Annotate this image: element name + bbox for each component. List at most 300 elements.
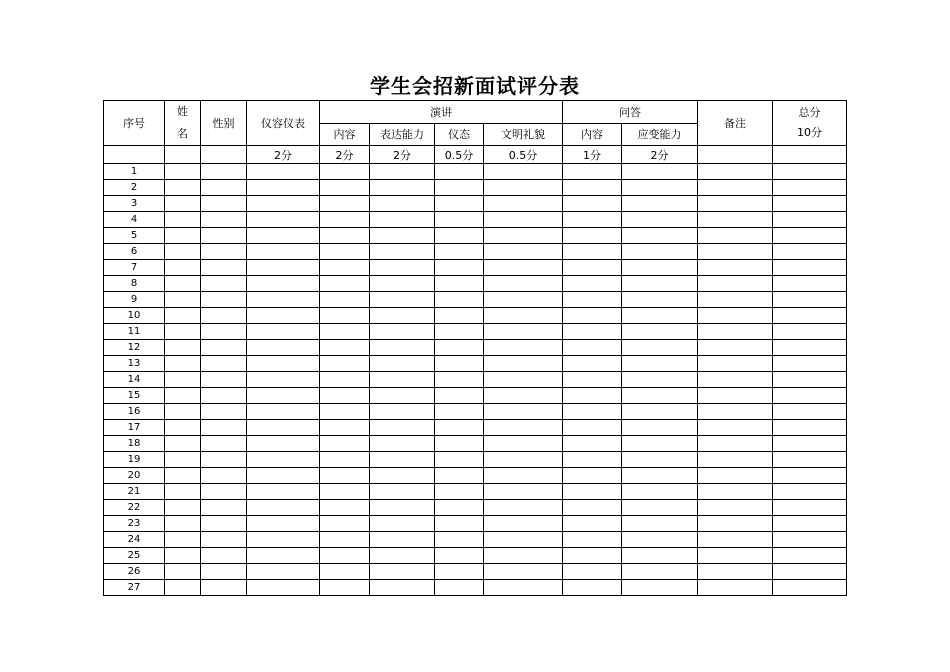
weight-seq-cell xyxy=(104,146,165,164)
row-number: 11 xyxy=(104,324,165,340)
speech-content-cell xyxy=(320,276,370,292)
appearance-cell xyxy=(247,260,320,276)
speech-manners-cell xyxy=(484,404,563,420)
speech-manners-cell xyxy=(484,340,563,356)
table-row xyxy=(104,516,847,532)
qa-content-cell xyxy=(563,372,622,388)
speech-posture-cell xyxy=(435,468,484,484)
qa-content-cell xyxy=(563,500,622,516)
name-cell xyxy=(165,228,201,244)
speech-content-cell xyxy=(320,516,370,532)
qa-adaptability-cell xyxy=(622,436,698,452)
qa-content-cell xyxy=(563,228,622,244)
table-row xyxy=(104,404,847,420)
total-cell xyxy=(773,180,847,196)
qa-adaptability-cell xyxy=(622,196,698,212)
remarks-cell xyxy=(698,196,773,212)
speech-content-cell xyxy=(320,212,370,228)
qa-content-cell xyxy=(563,484,622,500)
speech-content-cell xyxy=(320,164,370,180)
speech-manners-cell xyxy=(484,500,563,516)
speech-manners-cell xyxy=(484,564,563,580)
speech-content-cell xyxy=(320,580,370,596)
row-number: 16 xyxy=(104,404,165,420)
name-cell xyxy=(165,324,201,340)
speech-expression-cell xyxy=(370,276,435,292)
speech-manners-cell xyxy=(484,260,563,276)
gender-cell xyxy=(201,420,247,436)
total-cell xyxy=(773,404,847,420)
row-number: 6 xyxy=(104,244,165,260)
table-row xyxy=(104,340,847,356)
speech-manners-cell xyxy=(484,308,563,324)
appearance-cell xyxy=(247,180,320,196)
speech-manners-cell xyxy=(484,372,563,388)
qa-content-cell xyxy=(563,452,622,468)
table-row xyxy=(104,580,847,596)
row-number: 24 xyxy=(104,532,165,548)
weight-remarks-cell xyxy=(698,146,773,164)
speech-content-cell xyxy=(320,292,370,308)
table-row xyxy=(104,308,847,324)
total-cell xyxy=(773,548,847,564)
total-cell xyxy=(773,372,847,388)
appearance-cell xyxy=(247,308,320,324)
name-cell xyxy=(165,452,201,468)
speech-manners-cell xyxy=(484,388,563,404)
weight-qa-adaptability: 2分 xyxy=(622,146,698,164)
name-cell xyxy=(165,468,201,484)
total-cell xyxy=(773,244,847,260)
speech-content-cell xyxy=(320,324,370,340)
speech-manners-cell xyxy=(484,180,563,196)
qa-adaptability-cell xyxy=(622,372,698,388)
qa-content-cell xyxy=(563,164,622,180)
remarks-cell xyxy=(698,164,773,180)
speech-posture-cell xyxy=(435,500,484,516)
name-cell xyxy=(165,180,201,196)
speech-manners-cell xyxy=(484,468,563,484)
name-cell xyxy=(165,420,201,436)
total-cell xyxy=(773,420,847,436)
gender-cell xyxy=(201,516,247,532)
total-cell xyxy=(773,292,847,308)
remarks-cell xyxy=(698,260,773,276)
header-speech-manners: 文明礼貌 xyxy=(484,123,563,146)
table-row xyxy=(104,164,847,180)
appearance-cell xyxy=(247,164,320,180)
speech-content-cell xyxy=(320,468,370,484)
gender-cell xyxy=(201,372,247,388)
table-row xyxy=(104,532,847,548)
qa-adaptability-cell xyxy=(622,404,698,420)
qa-content-cell xyxy=(563,564,622,580)
qa-content-cell xyxy=(563,340,622,356)
speech-posture-cell xyxy=(435,564,484,580)
total-cell xyxy=(773,436,847,452)
speech-content-cell xyxy=(320,356,370,372)
appearance-cell xyxy=(247,532,320,548)
table-row xyxy=(104,484,847,500)
qa-content-cell xyxy=(563,292,622,308)
appearance-cell xyxy=(247,276,320,292)
name-cell xyxy=(165,212,201,228)
row-number: 20 xyxy=(104,468,165,484)
appearance-cell xyxy=(247,452,320,468)
table-row xyxy=(104,180,847,196)
speech-content-cell xyxy=(320,228,370,244)
name-cell xyxy=(165,372,201,388)
gender-cell xyxy=(201,276,247,292)
total-cell xyxy=(773,340,847,356)
remarks-cell xyxy=(698,548,773,564)
table-row xyxy=(104,468,847,484)
qa-adaptability-cell xyxy=(622,180,698,196)
speech-manners-cell xyxy=(484,580,563,596)
row-number: 17 xyxy=(104,420,165,436)
score-weight-row xyxy=(104,146,847,164)
header-qa: 问答 xyxy=(563,101,698,124)
remarks-cell xyxy=(698,180,773,196)
row-number: 18 xyxy=(104,436,165,452)
qa-adaptability-cell xyxy=(622,244,698,260)
qa-adaptability-cell xyxy=(622,420,698,436)
qa-content-cell xyxy=(563,212,622,228)
qa-content-cell xyxy=(563,308,622,324)
qa-content-cell xyxy=(563,516,622,532)
header-gender: 性别 xyxy=(201,101,247,146)
speech-posture-cell xyxy=(435,356,484,372)
remarks-cell xyxy=(698,340,773,356)
table-row xyxy=(104,436,847,452)
table-row xyxy=(104,292,847,308)
speech-content-cell xyxy=(320,452,370,468)
weight-name-cell xyxy=(165,146,201,164)
remarks-cell xyxy=(698,452,773,468)
row-number: 23 xyxy=(104,516,165,532)
row-number: 27 xyxy=(104,580,165,596)
speech-manners-cell xyxy=(484,532,563,548)
speech-posture-cell xyxy=(435,532,484,548)
header-qa-adaptability: 应变能力 xyxy=(622,123,698,146)
speech-content-cell xyxy=(320,372,370,388)
remarks-cell xyxy=(698,308,773,324)
appearance-cell xyxy=(247,292,320,308)
row-number: 19 xyxy=(104,452,165,468)
speech-posture-cell xyxy=(435,212,484,228)
header-speech-content: 内容 xyxy=(320,123,370,146)
row-number: 4 xyxy=(104,212,165,228)
speech-content-cell xyxy=(320,500,370,516)
table-row xyxy=(104,372,847,388)
speech-expression-cell xyxy=(370,420,435,436)
appearance-cell xyxy=(247,228,320,244)
speech-manners-cell xyxy=(484,452,563,468)
total-cell xyxy=(773,324,847,340)
qa-adaptability-cell xyxy=(622,580,698,596)
row-number: 1 xyxy=(104,164,165,180)
gender-cell xyxy=(201,452,247,468)
qa-content-cell xyxy=(563,356,622,372)
appearance-cell xyxy=(247,500,320,516)
name-cell xyxy=(165,356,201,372)
total-cell xyxy=(773,532,847,548)
appearance-cell xyxy=(247,212,320,228)
appearance-cell xyxy=(247,196,320,212)
qa-adaptability-cell xyxy=(622,564,698,580)
speech-expression-cell xyxy=(370,324,435,340)
gender-cell xyxy=(201,308,247,324)
weight-total-cell xyxy=(773,146,847,164)
total-cell xyxy=(773,516,847,532)
speech-expression-cell xyxy=(370,244,435,260)
qa-content-cell xyxy=(563,580,622,596)
speech-expression-cell xyxy=(370,516,435,532)
gender-cell xyxy=(201,340,247,356)
speech-manners-cell xyxy=(484,436,563,452)
speech-posture-cell xyxy=(435,484,484,500)
remarks-cell xyxy=(698,228,773,244)
weight-speech-expression: 2分 xyxy=(370,146,435,164)
appearance-cell xyxy=(247,340,320,356)
speech-expression-cell xyxy=(370,196,435,212)
remarks-cell xyxy=(698,356,773,372)
speech-manners-cell xyxy=(484,420,563,436)
speech-content-cell xyxy=(320,420,370,436)
weight-gender-cell xyxy=(201,146,247,164)
speech-manners-cell xyxy=(484,548,563,564)
speech-content-cell xyxy=(320,180,370,196)
speech-expression-cell xyxy=(370,532,435,548)
remarks-cell xyxy=(698,276,773,292)
remarks-cell xyxy=(698,404,773,420)
total-cell xyxy=(773,308,847,324)
table-row xyxy=(104,276,847,292)
name-cell xyxy=(165,532,201,548)
remarks-cell xyxy=(698,212,773,228)
speech-posture-cell xyxy=(435,276,484,292)
speech-posture-cell xyxy=(435,516,484,532)
qa-adaptability-cell xyxy=(622,308,698,324)
name-cell xyxy=(165,580,201,596)
row-number: 5 xyxy=(104,228,165,244)
page-title: 学生会招新面试评分表 xyxy=(370,74,580,98)
qa-content-cell xyxy=(563,276,622,292)
total-cell xyxy=(773,212,847,228)
qa-adaptability-cell xyxy=(622,452,698,468)
weight-speech-posture: 0.5分 xyxy=(435,146,484,164)
appearance-cell xyxy=(247,372,320,388)
appearance-cell xyxy=(247,420,320,436)
table-row xyxy=(104,324,847,340)
total-cell xyxy=(773,260,847,276)
speech-manners-cell xyxy=(484,324,563,340)
speech-content-cell xyxy=(320,340,370,356)
gender-cell xyxy=(201,196,247,212)
gender-cell xyxy=(201,260,247,276)
speech-expression-cell xyxy=(370,228,435,244)
row-number: 15 xyxy=(104,388,165,404)
gender-cell xyxy=(201,356,247,372)
table-row xyxy=(104,388,847,404)
speech-posture-cell xyxy=(435,180,484,196)
speech-content-cell xyxy=(320,308,370,324)
speech-expression-cell xyxy=(370,564,435,580)
header-row-1 xyxy=(104,101,847,124)
qa-adaptability-cell xyxy=(622,324,698,340)
speech-expression-cell xyxy=(370,468,435,484)
gender-cell xyxy=(201,212,247,228)
qa-adaptability-cell xyxy=(622,260,698,276)
remarks-cell xyxy=(698,580,773,596)
row-number: 25 xyxy=(104,548,165,564)
row-number: 9 xyxy=(104,292,165,308)
speech-posture-cell xyxy=(435,324,484,340)
speech-manners-cell xyxy=(484,516,563,532)
speech-posture-cell xyxy=(435,292,484,308)
qa-content-cell xyxy=(563,548,622,564)
speech-expression-cell xyxy=(370,548,435,564)
appearance-cell xyxy=(247,580,320,596)
speech-expression-cell xyxy=(370,292,435,308)
speech-posture-cell xyxy=(435,308,484,324)
gender-cell xyxy=(201,404,247,420)
qa-adaptability-cell xyxy=(622,548,698,564)
total-cell xyxy=(773,468,847,484)
gender-cell xyxy=(201,324,247,340)
speech-posture-cell xyxy=(435,548,484,564)
remarks-cell xyxy=(698,420,773,436)
appearance-cell xyxy=(247,388,320,404)
appearance-cell xyxy=(247,516,320,532)
weight-appearance: 2分 xyxy=(247,146,320,164)
gender-cell xyxy=(201,180,247,196)
table-row xyxy=(104,500,847,516)
speech-manners-cell xyxy=(484,356,563,372)
speech-expression-cell xyxy=(370,212,435,228)
row-number: 10 xyxy=(104,308,165,324)
total-cell xyxy=(773,500,847,516)
name-cell xyxy=(165,196,201,212)
name-cell xyxy=(165,516,201,532)
row-number: 12 xyxy=(104,340,165,356)
header-seq: 序号 xyxy=(104,101,165,146)
remarks-cell xyxy=(698,516,773,532)
row-number: 14 xyxy=(104,372,165,388)
qa-content-cell xyxy=(563,388,622,404)
speech-posture-cell xyxy=(435,404,484,420)
qa-content-cell xyxy=(563,436,622,452)
gender-cell xyxy=(201,388,247,404)
name-cell xyxy=(165,548,201,564)
speech-posture-cell xyxy=(435,436,484,452)
speech-posture-cell xyxy=(435,164,484,180)
speech-manners-cell xyxy=(484,292,563,308)
speech-content-cell xyxy=(320,564,370,580)
speech-posture-cell xyxy=(435,388,484,404)
total-cell xyxy=(773,356,847,372)
total-cell xyxy=(773,164,847,180)
name-cell xyxy=(165,484,201,500)
row-number: 2 xyxy=(104,180,165,196)
total-cell xyxy=(773,196,847,212)
name-cell xyxy=(165,276,201,292)
total-cell xyxy=(773,564,847,580)
appearance-cell xyxy=(247,548,320,564)
header-name-line2: 名 xyxy=(177,127,188,140)
speech-expression-cell xyxy=(370,356,435,372)
total-cell xyxy=(773,388,847,404)
gender-cell xyxy=(201,468,247,484)
speech-manners-cell xyxy=(484,212,563,228)
speech-expression-cell xyxy=(370,452,435,468)
header-appearance: 仪容仪表 xyxy=(247,101,320,146)
total-cell xyxy=(773,228,847,244)
name-cell xyxy=(165,404,201,420)
speech-manners-cell xyxy=(484,244,563,260)
name-cell xyxy=(165,292,201,308)
gender-cell xyxy=(201,292,247,308)
header-speech: 演讲 xyxy=(320,101,563,124)
speech-expression-cell xyxy=(370,580,435,596)
total-cell xyxy=(773,452,847,468)
name-cell xyxy=(165,436,201,452)
row-number: 26 xyxy=(104,564,165,580)
speech-content-cell xyxy=(320,196,370,212)
name-cell xyxy=(165,260,201,276)
remarks-cell xyxy=(698,372,773,388)
table-row xyxy=(104,244,847,260)
appearance-cell xyxy=(247,564,320,580)
gender-cell xyxy=(201,532,247,548)
speech-manners-cell xyxy=(484,196,563,212)
table-row xyxy=(104,212,847,228)
row-number: 7 xyxy=(104,260,165,276)
qa-content-cell xyxy=(563,532,622,548)
speech-content-cell xyxy=(320,404,370,420)
qa-adaptability-cell xyxy=(622,292,698,308)
qa-adaptability-cell xyxy=(622,532,698,548)
speech-expression-cell xyxy=(370,308,435,324)
speech-content-cell xyxy=(320,260,370,276)
header-qa-content: 内容 xyxy=(563,123,622,146)
remarks-cell xyxy=(698,468,773,484)
row-number: 8 xyxy=(104,276,165,292)
header-speech-expression: 表达能力 xyxy=(370,123,435,146)
speech-manners-cell xyxy=(484,276,563,292)
qa-content-cell xyxy=(563,468,622,484)
speech-posture-cell xyxy=(435,580,484,596)
name-cell xyxy=(165,164,201,180)
weight-speech-manners: 0.5分 xyxy=(484,146,563,164)
remarks-cell xyxy=(698,484,773,500)
speech-expression-cell xyxy=(370,484,435,500)
remarks-cell xyxy=(698,436,773,452)
speech-content-cell xyxy=(320,532,370,548)
appearance-cell xyxy=(247,356,320,372)
gender-cell xyxy=(201,164,247,180)
speech-expression-cell xyxy=(370,404,435,420)
speech-posture-cell xyxy=(435,228,484,244)
header-remarks: 备注 xyxy=(698,101,773,146)
qa-adaptability-cell xyxy=(622,340,698,356)
speech-expression-cell xyxy=(370,260,435,276)
header-name xyxy=(165,101,201,146)
appearance-cell xyxy=(247,404,320,420)
gender-cell xyxy=(201,484,247,500)
header-total xyxy=(773,101,847,146)
name-cell xyxy=(165,500,201,516)
